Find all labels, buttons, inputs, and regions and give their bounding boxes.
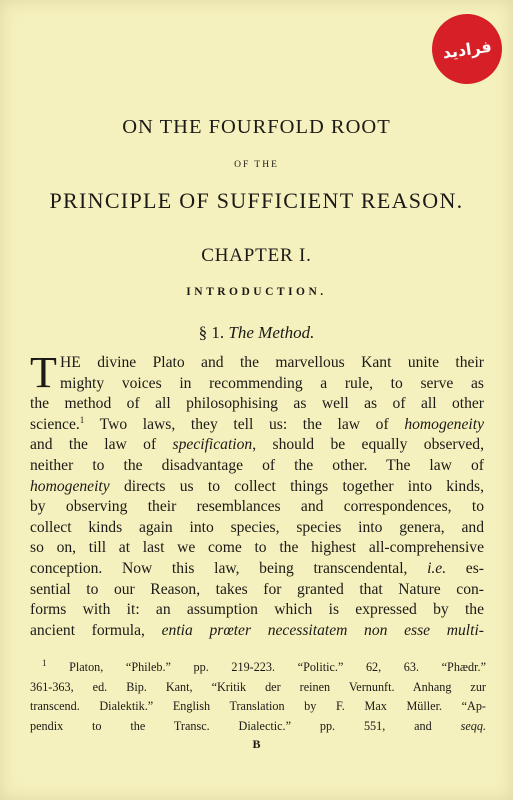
text-run: pendix to the Transc. Dialectic.” pp. 551, and bbox=[30, 718, 461, 733]
drop-cap: T bbox=[30, 348, 57, 397]
text-run: seqq. bbox=[460, 718, 486, 733]
text-run: science. bbox=[30, 415, 80, 433]
text-run: ancient formula, bbox=[30, 621, 162, 639]
footnote-line bbox=[30, 697, 486, 717]
text-run: so on, till at last we come to the highest all-comprehensive bbox=[30, 539, 484, 557]
text-run: mighty voices in recommending a rule, to serve as bbox=[60, 374, 484, 392]
text-run: sential to our Reason, takes for granted that Nature con- bbox=[30, 580, 484, 598]
body-line bbox=[30, 497, 484, 518]
footnote-line bbox=[30, 717, 486, 737]
text-run: the method of all philosophising as well as of all other bbox=[30, 395, 484, 413]
text-run: Two laws, they tell us: the law of bbox=[84, 415, 405, 433]
body-line bbox=[30, 353, 484, 374]
body-line bbox=[30, 415, 484, 436]
footnote-marker: 1 bbox=[42, 657, 47, 668]
body-line bbox=[30, 394, 484, 415]
text-run: Platon, “Phileb.” pp. 219-223. “Politic.” 62, 63. “Phædr.” bbox=[46, 660, 486, 674]
section-number: § 1. bbox=[198, 323, 225, 342]
body-line bbox=[30, 435, 484, 456]
text-run: homogeneity bbox=[404, 415, 484, 433]
body-line bbox=[30, 518, 484, 539]
section-heading bbox=[0, 323, 513, 343]
text-run: HE divine Plato and the marvellous Kant unite their bbox=[60, 354, 484, 371]
section-title: The Method. bbox=[228, 323, 315, 342]
title-line-2: PRINCIPLE OF SUFFICIENT REASON. bbox=[49, 188, 464, 213]
body-line bbox=[30, 477, 484, 498]
text-run: transcend. Dialektik.” English Translation by F. Max Müller. “Ap- bbox=[30, 699, 486, 714]
text-run: neither to the disadvantage of the other. The law of bbox=[30, 456, 484, 474]
footnote-line bbox=[30, 658, 486, 678]
logo-text: فرادید bbox=[441, 36, 493, 62]
text-run: , should be equally observed, bbox=[252, 436, 484, 454]
footnote-marker: 1 bbox=[79, 414, 85, 425]
chapter-heading: CHAPTER I. bbox=[201, 245, 312, 266]
text-run: forms with it: an assumption which is expressed by the bbox=[30, 601, 484, 619]
title-connector: OF THE bbox=[234, 160, 279, 170]
body-line bbox=[30, 374, 484, 395]
body-line bbox=[30, 580, 484, 601]
text-run: conception. Now this law, being transcendental, bbox=[30, 559, 428, 577]
body-line bbox=[30, 559, 484, 580]
text-run: specification bbox=[172, 436, 253, 454]
text-run: by observing their resemblances and correspondences, to bbox=[30, 498, 484, 516]
text-run: directs us to collect things together into kinds, bbox=[109, 477, 484, 495]
body-paragraph bbox=[30, 348, 484, 641]
site-logo[interactable] bbox=[427, 9, 506, 88]
text-run: homogeneity bbox=[30, 477, 110, 495]
footnotes bbox=[30, 658, 486, 736]
text-run: 361-363, ed. Bip. Kant, “Kritik der reinen Vernunft. Anhang zur bbox=[30, 679, 486, 694]
title-line-1: ON THE FOURFOLD ROOT bbox=[122, 116, 391, 138]
footnote-line bbox=[30, 678, 486, 698]
body-line bbox=[30, 600, 484, 621]
body-line bbox=[30, 456, 484, 477]
text-run: entia prœter necessitatem non esse multi- bbox=[161, 621, 484, 639]
body-line bbox=[30, 538, 484, 559]
body-line bbox=[30, 621, 484, 642]
signature-mark: B bbox=[252, 737, 261, 751]
text-run: collect kinds again into species, species into genera, and bbox=[30, 518, 484, 536]
section-label: INTRODUCTION. bbox=[186, 286, 327, 298]
text-run: es- bbox=[446, 559, 484, 577]
text-run: and the law of bbox=[30, 436, 173, 454]
text-run: i.e. bbox=[427, 559, 447, 577]
